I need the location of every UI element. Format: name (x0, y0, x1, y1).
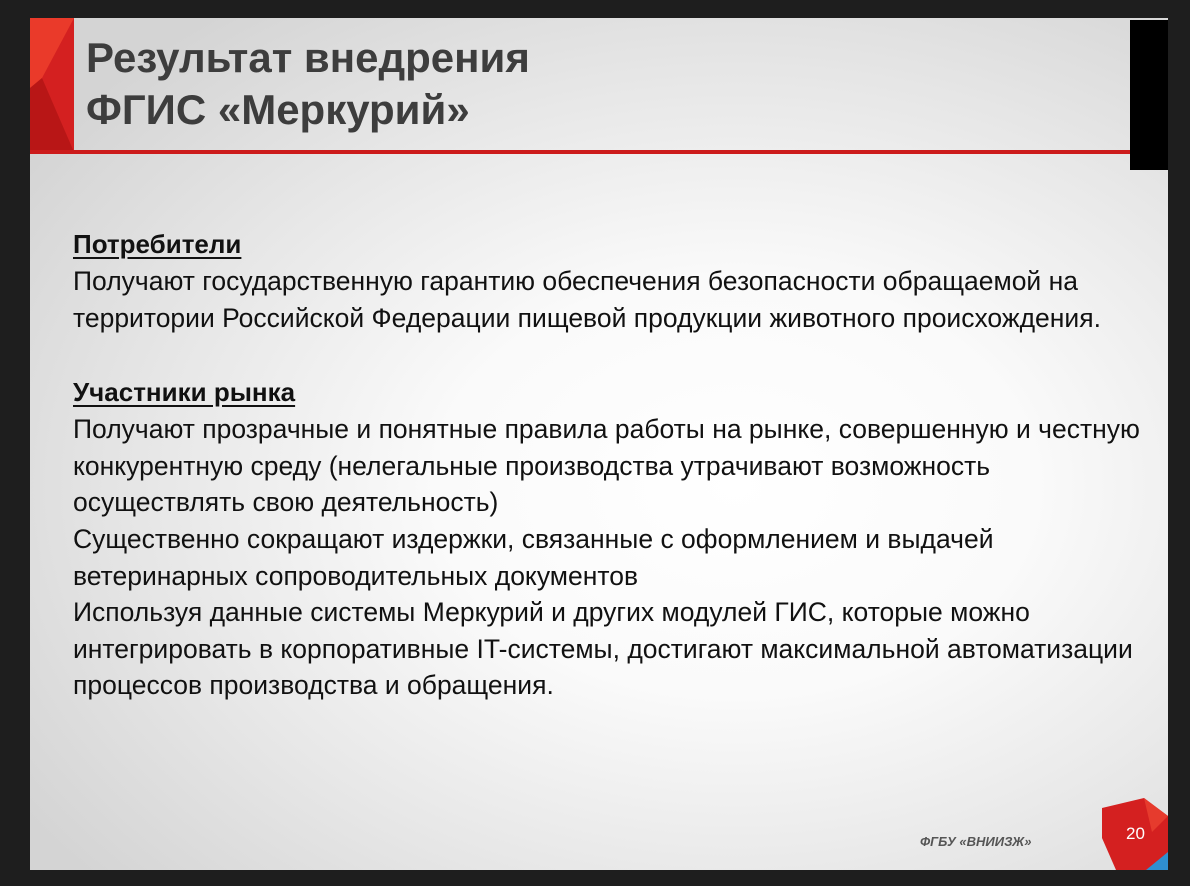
section-paragraph: Получают государственную гарантию обеспечения безопасности обращаемой на территории Российской Федерации пищевой продукции животного происхождения. (73, 266, 1101, 333)
page-number: 20 (1126, 824, 1145, 843)
slide-title (86, 32, 530, 136)
title-line-1: Результат внедрения (86, 34, 530, 81)
black-overlay-box (1130, 20, 1168, 170)
title-underline (30, 150, 1140, 154)
footer-organization: ФГБУ «ВНИИЗЖ» (920, 834, 1032, 849)
slide (30, 18, 1168, 870)
section-consumers (73, 225, 1153, 336)
slide-content (73, 225, 1153, 704)
section-paragraph: Получают прозрачные и понятные правила работы на рынке, совершенную и честную конкурентную среду (нелегальные производства утрачивают возможность осуществлять свою деятельность) (73, 414, 1140, 518)
section-heading: Участники рынка (73, 377, 296, 408)
section-market-participants (73, 373, 1153, 704)
section-paragraph: Используя данные системы Меркурий и других модулей ГИС, которые можно интегрировать в корпоративные IT-системы, достигают максимальной автоматизации процессов производства и обращения. (73, 597, 1133, 701)
title-line-2: ФГИС «Меркурий» (86, 86, 470, 133)
section-paragraph: Существенно сокращают издержки, связанные с оформлением и выдачей ветеринарных сопроводительных документов (73, 523, 994, 591)
red-corner-decoration (30, 18, 74, 152)
section-heading: Потребители (73, 229, 242, 259)
page-number-badge-decoration (1082, 798, 1168, 870)
